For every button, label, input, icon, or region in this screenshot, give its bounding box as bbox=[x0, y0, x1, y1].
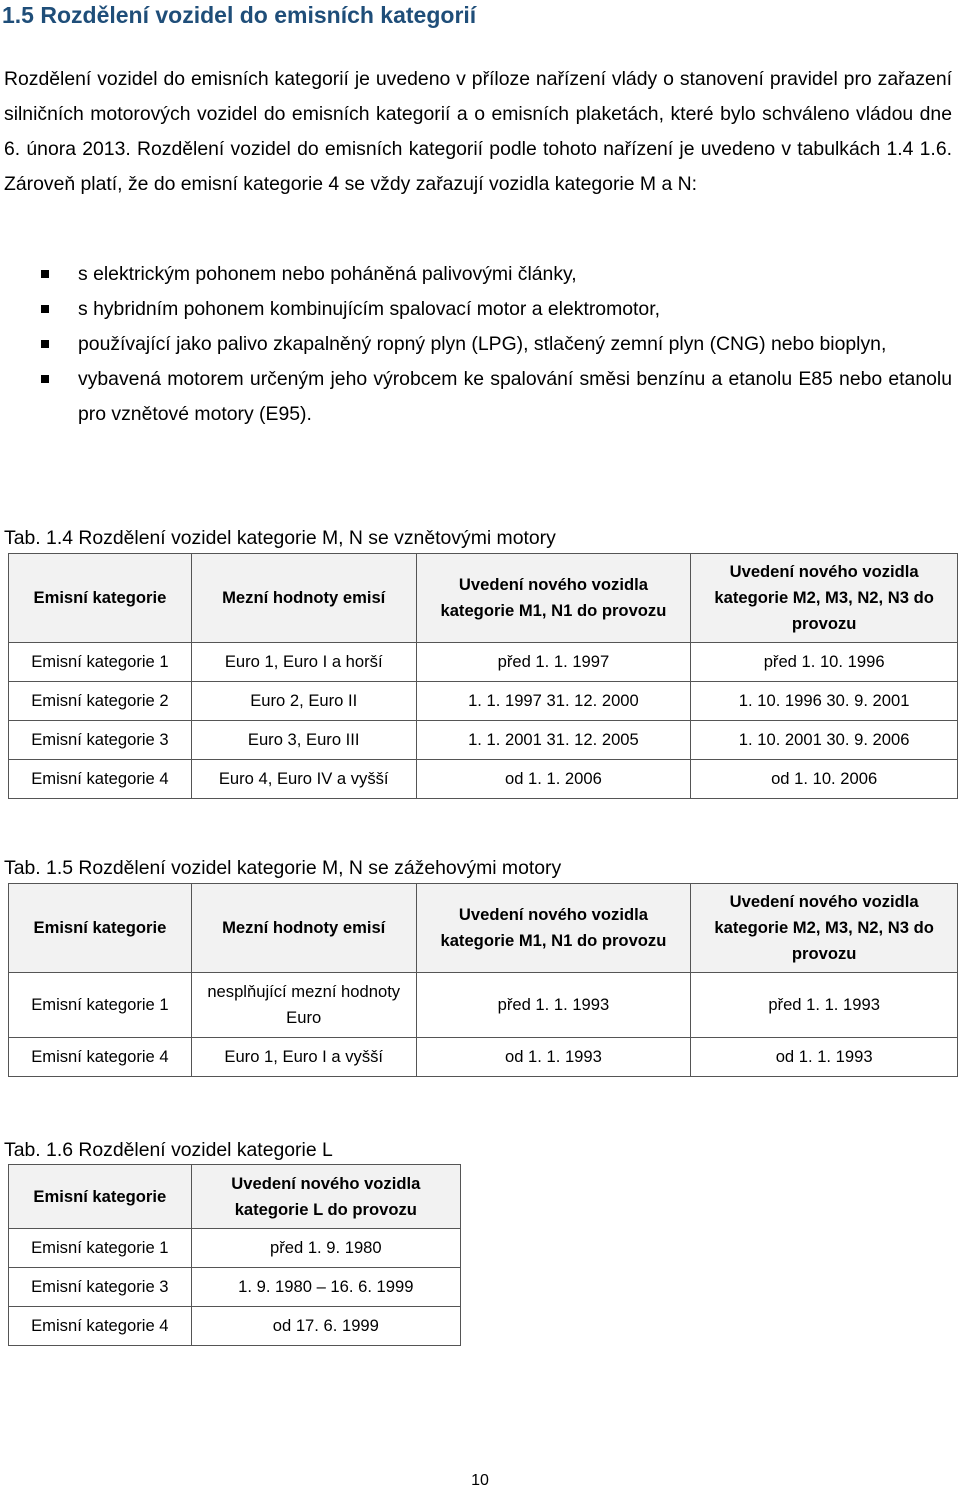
header-cell: Emisní kategorie bbox=[9, 554, 192, 643]
table-cell: od 1. 10. 2006 bbox=[691, 760, 958, 799]
header-cell: Emisní kategorie bbox=[9, 884, 192, 973]
table-cell: Euro 4, Euro IV a vyšší bbox=[191, 760, 416, 799]
table-cell: od 1. 1. 1993 bbox=[416, 1038, 691, 1077]
header-cell: Mezní hodnoty emisí bbox=[191, 884, 416, 973]
table-row bbox=[9, 973, 958, 1038]
table-cell: Emisní kategorie 3 bbox=[9, 721, 192, 760]
table-cell: Euro 1, Euro I a horší bbox=[191, 643, 416, 682]
table-cell: Emisní kategorie 4 bbox=[9, 1307, 192, 1346]
table-cell: před 1. 1. 1997 bbox=[416, 643, 691, 682]
table-row bbox=[9, 1038, 958, 1077]
bullet-item: s hybridním pohonem kombinujícím spalovací motor a elektromotor, bbox=[4, 292, 952, 327]
section-heading: 1.5 Rozdělení vozidel do emisních kategorií bbox=[2, 2, 477, 28]
table-cell: 1. 9. 1980 – 16. 6. 1999 bbox=[191, 1268, 460, 1307]
header-cell: Uvedení nového vozidla kategorie L do provozu bbox=[191, 1165, 460, 1229]
table-cell: 1. 10. 2001 30. 9. 2006 bbox=[691, 721, 958, 760]
table-row bbox=[9, 1229, 461, 1268]
table-caption: Tab. 1.6 Rozdělení vozidel kategorie L bbox=[4, 1139, 333, 1161]
bullet-item: s elektrickým pohonem nebo poháněná palivovými články, bbox=[4, 257, 952, 292]
table-cell: Emisní kategorie 4 bbox=[9, 760, 192, 799]
bullet-square-icon bbox=[41, 270, 49, 278]
table-row bbox=[9, 643, 958, 682]
bullet-square-icon bbox=[41, 375, 49, 383]
table-caption: Tab. 1.4 Rozdělení vozidel kategorie M, N se vznětovými motory bbox=[4, 527, 556, 549]
intro-paragraph: Rozdělení vozidel do emisních kategorií je uvedeno v příloze nařízení vlády o stanovení pravidel pro zařazení silničních motorových vozidel do emisních kategorií a o emisních plaketách, které bylo schváleno vládou dne 6. února 2013. Rozdělení vozidel do emisních kategorií podle tohoto nařízení je uvedeno v tabulkách 1.4 1.6. Zároveň platí, že do emisní kategorie 4 se vždy zařazují vozidla kategorie M a N: bbox=[4, 68, 952, 195]
table-cell: Emisní kategorie 1 bbox=[9, 1229, 192, 1268]
table-row bbox=[9, 1268, 461, 1307]
header-cell: Uvedení nového vozidla kategorie M2, M3, N2, N3 do provozu bbox=[691, 554, 958, 643]
table-cell: Emisní kategorie 4 bbox=[9, 1038, 192, 1077]
bullet-item: používající jako palivo zkapalněný ropný plyn (LPG), stlačený zemní plyn (CNG) nebo bioplyn, bbox=[4, 327, 952, 362]
header-cell: Emisní kategorie bbox=[9, 1165, 192, 1229]
table-1-5 bbox=[8, 883, 958, 1077]
table-cell: Euro 1, Euro I a vyšší bbox=[191, 1038, 416, 1077]
table-cell: nesplňující mezní hodnoty Euro bbox=[191, 973, 416, 1038]
table-cell: před 1. 10. 1996 bbox=[691, 643, 958, 682]
table-cell: před 1. 1. 1993 bbox=[691, 973, 958, 1038]
table-cell: od 1. 1. 2006 bbox=[416, 760, 691, 799]
table-cell: 1. 1. 1997 31. 12. 2000 bbox=[416, 682, 691, 721]
header-cell: Uvedení nového vozidla kategorie M1, N1 do provozu bbox=[416, 884, 691, 973]
table-header-row bbox=[9, 884, 958, 973]
table-cell: 1. 1. 2001 31. 12. 2005 bbox=[416, 721, 691, 760]
bullet-square-icon bbox=[41, 340, 49, 348]
table-cell: Emisní kategorie 3 bbox=[9, 1268, 192, 1307]
table-cell: Euro 3, Euro III bbox=[191, 721, 416, 760]
table-cell: 1. 10. 1996 30. 9. 2001 bbox=[691, 682, 958, 721]
bullet-square-icon bbox=[41, 305, 49, 313]
header-cell: Uvedení nového vozidla kategorie M1, N1 do provozu bbox=[416, 554, 691, 643]
table-header-row bbox=[9, 1165, 461, 1229]
table-cell: před 1. 1. 1993 bbox=[416, 973, 691, 1038]
page-number: 10 bbox=[471, 1472, 489, 1489]
table-row bbox=[9, 721, 958, 760]
header-cell: Uvedení nového vozidla kategorie M2, M3, N2, N3 do provozu bbox=[691, 884, 958, 973]
table-row bbox=[9, 1307, 461, 1346]
table-cell: od 1. 1. 1993 bbox=[691, 1038, 958, 1077]
table-cell: Emisní kategorie 1 bbox=[9, 643, 192, 682]
table-row bbox=[9, 760, 958, 799]
table-cell: Emisní kategorie 1 bbox=[9, 973, 192, 1038]
table-caption: Tab. 1.5 Rozdělení vozidel kategorie M, N se zážehovými motory bbox=[4, 857, 562, 879]
table-cell: Emisní kategorie 2 bbox=[9, 682, 192, 721]
table-1-6 bbox=[8, 1164, 461, 1346]
table-cell: Euro 2, Euro II bbox=[191, 682, 416, 721]
table-header-row bbox=[9, 554, 958, 643]
header-cell: Mezní hodnoty emisí bbox=[191, 554, 416, 643]
table-row bbox=[9, 682, 958, 721]
table-cell: od 17. 6. 1999 bbox=[191, 1307, 460, 1346]
table-1-4 bbox=[8, 553, 958, 799]
bullet-item: vybavená motorem určeným jeho výrobcem ke spalování směsi benzínu a etanolu E85 nebo etanolu pro vznětové motory (E95). bbox=[4, 362, 952, 432]
bullet-list bbox=[4, 257, 952, 432]
table-cell: před 1. 9. 1980 bbox=[191, 1229, 460, 1268]
